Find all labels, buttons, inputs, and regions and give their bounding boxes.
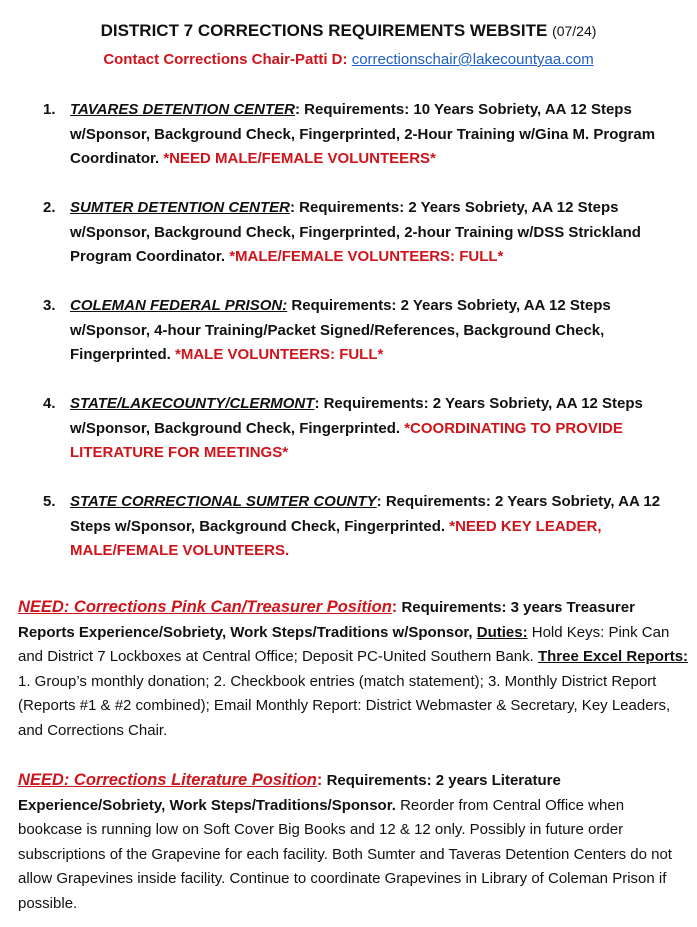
treasurer-requirements: Requirements: 3 years Treasurer Reports Experience/Sobriety, Work Steps/Traditions w/Sponsor, (18, 599, 635, 641)
treasurer-heading-colon: : (391, 598, 398, 616)
item-number: 1. (43, 101, 56, 118)
contact-label: Contact Corrections Chair-Patti D: (103, 51, 348, 68)
facility-item (43, 392, 688, 466)
title-date: (07/24) (552, 23, 597, 39)
literature-position-section (18, 768, 690, 916)
facility-note: *MALE/FEMALE VOLUNTEERS: FULL* (229, 248, 504, 265)
facility-note: *NEED MALE/FEMALE VOLUNTEERS* (163, 150, 436, 167)
literature-heading: NEED: Corrections Literature Position (18, 771, 317, 789)
treasurer-duties-label: Duties: (476, 623, 528, 641)
item-number: 5. (43, 493, 56, 510)
facility-name: COLEMAN FEDERAL PRISON: (70, 297, 288, 314)
treasurer-position-section (18, 595, 690, 743)
facility-item (43, 294, 688, 368)
facility-name: TAVARES DETENTION CENTER (70, 101, 296, 118)
facility-requirements: Requirements: 2 Years Sobriety, AA 12 Steps w/Sponsor, 4-hour Training/Packet Signed/References, Background Check, Fingerprinted. (70, 297, 611, 363)
facility-item (43, 196, 688, 270)
contact-line (0, 50, 697, 70)
facility-name: SUMTER DETENTION CENTER (70, 199, 291, 216)
facility-requirements: : Requirements: 2 Years Sobriety, AA 12 Steps w/Sponsor, Background Check, Fingerprinted. (70, 493, 661, 535)
literature-text: Reorder from Central Office when bookcase is running low on Soft Cover Big Books and 12 & 12 only. Possibly in future order subscriptions of the Grapevine for each facility. Both Sumter and Taveras Detention Centers do not allow Grapevines inside facility. Continue to coordinate Grapevines in Library of Coleman Prison if possible. (18, 796, 672, 912)
treasurer-duties-text: Hold Keys: Pink Can and District 7 Lockboxes at Central Office; Deposit PC-United Southern Bank. (18, 623, 670, 665)
title-text: DISTRICT 7 CORRECTIONS REQUIREMENTS WEBSITE (100, 21, 548, 40)
facility-note: *COORDINATING TO PROVIDE LITERATURE FOR MEETINGS* (70, 419, 623, 461)
facility-requirements: : Requirements: 2 Years Sobriety, AA 12 Steps w/Sponsor, Background Check, Fingerprinted, 2-hour Training w/DSS Strickland Program Coordinator. (70, 199, 641, 265)
page-title (0, 20, 697, 42)
treasurer-reports-text: 1. Group’s monthly donation; 2. Checkbook entries (match statement); 3. Monthly District Report (Reports #1 & #2 combined); Email Monthly Report: District Webmaster & Secretary, Key Leaders, and Corrections Chair. (18, 672, 671, 739)
facility-item (43, 490, 688, 564)
item-number: 4. (43, 395, 56, 412)
treasurer-reports-label: Three Excel Reports: (537, 648, 689, 665)
treasurer-heading: NEED: Corrections Pink Can/Treasurer Position (18, 598, 392, 616)
literature-heading-colon: : (316, 771, 323, 789)
item-number: 3. (43, 297, 56, 314)
facility-item (43, 98, 688, 172)
facility-name: STATE/LAKECOUNTY/CLERMONT (70, 395, 315, 412)
facility-requirements: : Requirements: 2 Years Sobriety, AA 12 Steps w/Sponsor, Background Check, Fingerprinted. (70, 395, 643, 437)
facility-note: *NEED KEY LEADER, MALE/FEMALE VOLUNTEERS. (70, 517, 602, 559)
facility-note: *MALE VOLUNTEERS: FULL* (175, 346, 384, 363)
literature-requirements: Requirements: 2 years Literature Experience/Sobriety, Work Steps/Traditions/Sponsor. (18, 772, 561, 814)
facility-requirements: : Requirements: 10 Years Sobriety, AA 12 Steps w/Sponsor, Background Check, Fingerprinted, 2-Hour Training w/Gina M. Program Coordinator. (70, 101, 656, 167)
contact-email-link[interactable]: correctionschair@lakecountyaa.com (351, 51, 594, 68)
item-number: 2. (43, 199, 56, 216)
facility-name: STATE CORRECTIONAL SUMTER COUNTY (70, 493, 377, 510)
